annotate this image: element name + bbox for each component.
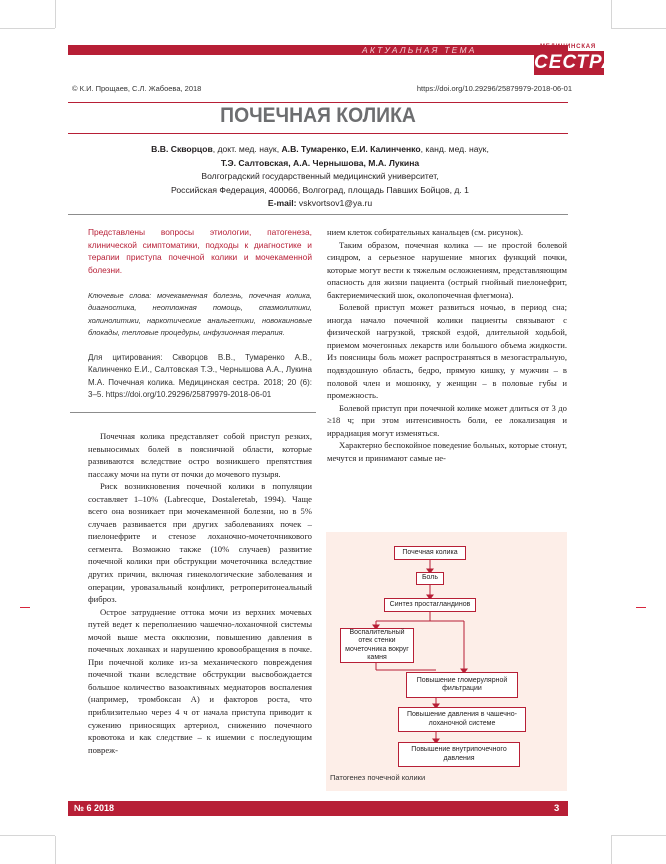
page-number: 3 [554, 803, 560, 814]
crop-mark [0, 835, 55, 836]
abstract: Представлены вопросы этиологии, патогенеза, клинической симптоматики, подходы к диагностике и терапии приступа почечной колики и мочекаменной болезни. [88, 227, 312, 276]
flow-step: Повышение давления в чашечно-лоханочной системе [398, 707, 526, 732]
keywords [88, 290, 312, 339]
pathogenesis-figure [326, 532, 567, 791]
figure-caption: Патогенез почечной колики [330, 773, 426, 782]
issue-number: № 6 2018 [74, 803, 115, 813]
paragraph: Болевой приступ при почечной колике может длиться от 3 до ≥18 ч; при этом интенсивность боли, ее локализация и иррадиация могут изменяться. [327, 402, 567, 438]
journal-logo: СЕСТРА [534, 52, 617, 73]
body-column-left [88, 430, 312, 756]
author-names: Т.Э. Салтовская, А.А. Чернышова, М.А. Лукина [220, 157, 420, 168]
crop-mark [611, 836, 612, 864]
flow-step: Воспалительный отек стенки мочеточника вокруг камня [340, 628, 414, 663]
paragraph: Таким образом, почечная колика — не простой болевой синдром, а серьезное нарушение многих функций почки, которые могут вести к тяжелым осложнениям, представляющим опасность для жизни пациента (острый гнойный пиелонефрит, бактериемический шок, околопочечная флегмона). [327, 239, 567, 300]
author-name: В.В. Скворцов [151, 144, 213, 154]
affiliation-address: Российская Федерация, 400066, Волгоград, площадь Павших Бойцов, д. 1 [171, 184, 469, 195]
affiliation: Волгоградский государственный медицинский университет, [201, 171, 439, 181]
email-label: E-mail: [267, 198, 297, 208]
registration-mark [20, 607, 30, 608]
author-names: А.В. Тумаренко, Е.И. Калинченко [281, 144, 421, 154]
flow-step: Боль [416, 572, 444, 585]
journal-logo-top: МЕДИЦИНСКАЯ [539, 44, 597, 50]
authors-block [80, 143, 560, 211]
authors-rule [68, 214, 568, 215]
paragraph: Почечная колика представляет собой приступ резких, невыносимых болей в поясничной области, которые развиваются вследствие остро возникшего препятствия пассажу мочи на пути от почки до мочевого пузыря. [88, 431, 312, 479]
footer-bar [68, 801, 568, 816]
body-column-right [327, 226, 567, 464]
email-link[interactable]: vskvortsov1@ya.ru [296, 198, 373, 208]
author-degree: , канд. мед. наук, [420, 144, 489, 154]
paragraph: Болевой приступ может развиться ночью, в период сна; иногда начало почечной колики пациенты связывают с физической нагрузкой, тряской ездой, длительной ходьбой, приемом мочегонных лекарств или большого объема жидкости. Из поясницы боль может распространяться в мезогастральную, подвздошную область, бедро, прямую кишку, у мужчин – в половой член и мошонку, у женщин – в половые губы и промежность. [327, 302, 567, 401]
flow-step: Синтез простагландинов [384, 598, 476, 612]
copyright: © К.И. Прощаев, С.Л. Жабоева, 2018 [72, 84, 202, 93]
paragraph: нием клеток собирательных канальцев (см. рисунок). [327, 227, 523, 237]
keywords-text: мочекаменная болезнь, почечная колика, диагностика, неотложная помощь, спазмолитики, холинолитики, наркотические анальгетики, новокаиновые блокады, тепловые процедуры, инфузионная терапия. [88, 291, 312, 337]
section-label: АКТУАЛЬНАЯ ТЕМА [362, 45, 477, 55]
keywords-label: Ключевые слова: [88, 291, 152, 300]
crop-mark [55, 836, 56, 864]
crop-mark [611, 28, 666, 29]
flow-step: Почечная колика [394, 546, 466, 560]
paragraph: Риск возникновения почечной колики в популяции составляет 1–10% (Labrecque, Dostaleretab, 1994). Чаще всего она возникает при мочекаменной болезни, но в 5% случаев развивается при других заболеваниях почек – пиелонефрите и стенозе лоханочно-мочеточникового сегмента. Возможно также (10% случаев) развитие почечной колики при обструкции мочеточника вследствие других причин, включая гинекологические заболевания и операции, уровазальный конфликт, ретроперитонеальный фиброз. [88, 481, 312, 605]
crop-mark [611, 0, 612, 28]
citation: Для цитирования: Скворцов В.В., Тумаренко А.В., Калинченко Е.И., Салтовская Т.Э., Чернышова А.А., Лукина М.А. Почечная колика. Медицинская сестра. 2018; 20 (6): 3–5. https://doi.org/10.29296/25879979-2018-06-01 [88, 353, 312, 400]
paragraph: Характерно беспокойное поведение больных, которые стонут, мечутся и принимают самые не- [327, 440, 568, 463]
doi-link[interactable]: https://doi.org/10.29296/25879979-2018-06-01 [416, 84, 572, 93]
author-degree: , докт. мед. наук, [212, 144, 282, 154]
article-title: ПОЧЕЧНАЯ КОЛИКА [220, 104, 416, 127]
paragraph: Острое затруднение оттока мочи из верхних мочевых путей ведет к переполнению чашечно-лоханочной системы мочой выше места окклюзии, повышению давления в почечных лоханках и нарушению кровообращения в почке. При почечной колике из-за механического повреждения почечной ткани вследствие обструкции высвобождается большое количество вазоактивных медиаторов воспаления (например, тромбоксан А) и факторов роста, что приблизительно через 4 ч от начала приступа приводит к сужению приносящих артериол, снижению почечного кровотока и как следствие – к ишемии с последующим повреж- [88, 606, 312, 755]
crop-mark [0, 28, 55, 29]
crop-mark [55, 0, 56, 28]
flow-step: Повышение внутрипочечного давления [398, 742, 520, 767]
abstract-rule [70, 412, 316, 413]
title-rule-bottom [68, 133, 568, 134]
crop-mark [611, 835, 666, 836]
registration-mark [636, 607, 646, 608]
flow-step: Повышение гломерулярной фильтрации [406, 672, 518, 698]
